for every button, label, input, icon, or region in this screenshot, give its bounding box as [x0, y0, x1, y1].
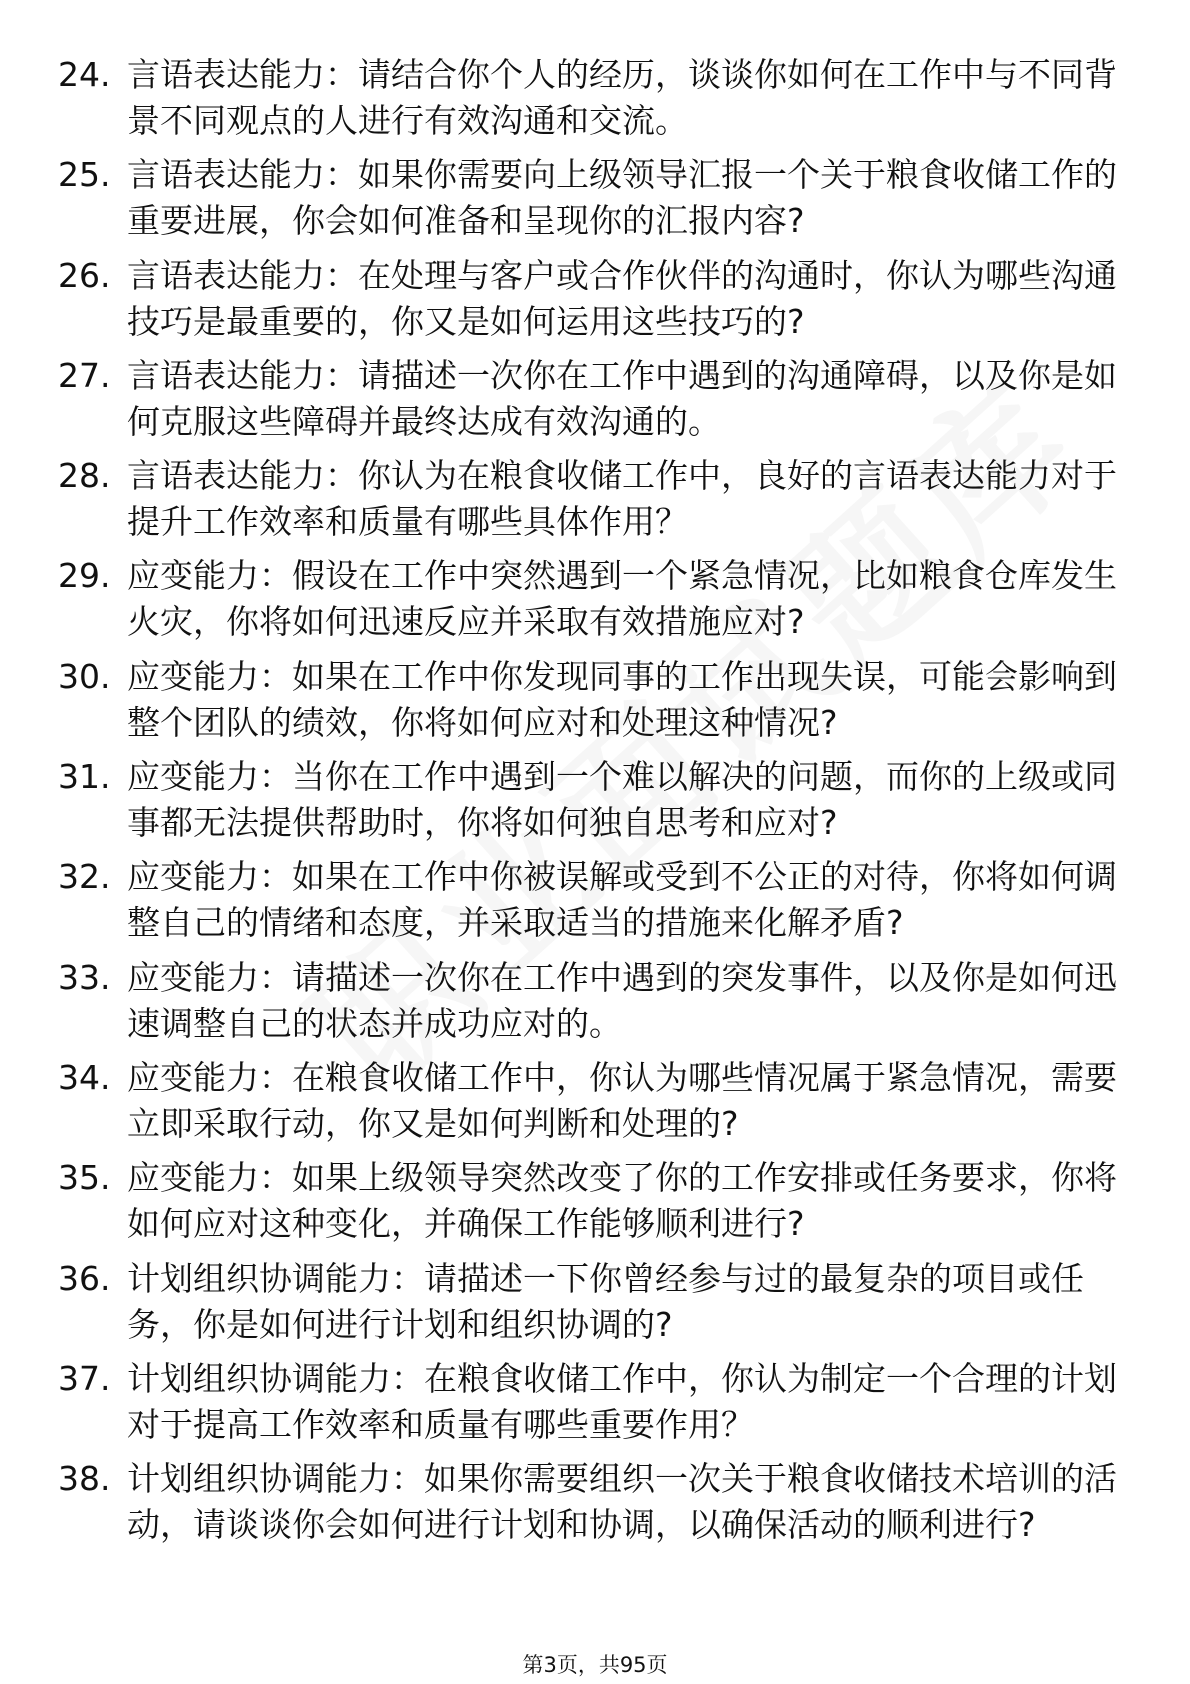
question-number: 29. — [58, 556, 111, 596]
question-item-28 — [58, 453, 1118, 545]
question-text: 应变能力：请描述一次你在工作中遇到的突发事件，以及你是如何迅速调整自己的状态并成功应对的。 — [127, 957, 1117, 1043]
question-number: 28. — [58, 456, 111, 496]
question-item-31 — [58, 754, 1118, 846]
question-number: 25. — [58, 155, 111, 195]
question-item-26 — [58, 253, 1118, 345]
question-item-37 — [58, 1356, 1118, 1448]
question-text: 言语表达能力：你认为在粮食收储工作中，良好的言语表达能力对于提升工作效率和质量有哪些具体作用？ — [127, 456, 1117, 542]
question-text: 应变能力：如果在工作中你发现同事的工作出现失误，可能会影响到整个团队的绩效，你将如何应对和处理这种情况? — [127, 656, 1117, 742]
question-item-29 — [58, 553, 1118, 645]
question-number: 35. — [58, 1158, 111, 1198]
question-text: 应变能力：在粮食收储工作中，你认为哪些情况属于紧急情况，需要立即采取行动，你又是如何判断和处理的? — [127, 1057, 1117, 1143]
question-item-32 — [58, 854, 1118, 946]
question-item-36 — [58, 1256, 1118, 1348]
question-number: 26. — [58, 255, 111, 295]
question-number: 30. — [58, 656, 111, 696]
question-text: 计划组织协调能力：在粮食收储工作中，你认为制定一个合理的计划对于提高工作效率和质量有哪些重要作用？ — [127, 1358, 1117, 1444]
question-text: 应变能力：如果上级领导突然改变了你的工作安排或任务要求，你将如何应对这种变化，并确保工作能够顺利进行? — [127, 1158, 1117, 1244]
question-number: 37. — [58, 1358, 111, 1398]
question-item-34 — [58, 1055, 1118, 1147]
page-footer — [0, 1652, 1190, 1678]
question-number: 36. — [58, 1258, 111, 1298]
question-number: 33. — [58, 957, 111, 997]
question-number: 24. — [58, 55, 111, 94]
question-item-24 — [58, 52, 1118, 144]
question-number: 32. — [58, 857, 111, 897]
question-text: 应变能力：当你在工作中遇到一个难以解决的问题，而你的上级或同事都无法提供帮助时，你将如何独自思考和应对? — [127, 757, 1117, 843]
page-number-indicator: 第3页，共95页 — [522, 1653, 668, 1677]
question-number: 34. — [58, 1057, 111, 1097]
question-item-30 — [58, 654, 1118, 746]
question-number: 38. — [58, 1459, 111, 1499]
question-item-35 — [58, 1155, 1118, 1247]
question-text: 言语表达能力：请结合你个人的经历，谈谈你如何在工作中与不同背景不同观点的人进行有效沟通和交流。 — [127, 55, 1117, 140]
question-list — [58, 52, 1118, 1556]
question-item-27 — [58, 353, 1118, 445]
question-number: 27. — [58, 355, 111, 395]
question-text: 计划组织协调能力：请描述一下你曾经参与过的最复杂的项目或任务，你是如何进行计划和组织协调的? — [127, 1258, 1084, 1344]
question-text: 言语表达能力：在处理与客户或合作伙伴的沟通时，你认为哪些沟通技巧是最重要的，你又是如何运用这些技巧的? — [127, 255, 1117, 341]
question-text: 应变能力：假设在工作中突然遇到一个紧急情况，比如粮食仓库发生火灾，你将如何迅速反应并采取有效措施应对? — [127, 556, 1117, 642]
question-text: 言语表达能力：如果你需要向上级领导汇报一个关于粮食收储工作的重要进展，你会如何准备和呈现你的汇报内容? — [127, 155, 1117, 241]
question-item-25 — [58, 152, 1118, 244]
question-item-38 — [58, 1456, 1118, 1548]
question-text: 计划组织协调能力：如果你需要组织一次关于粮食收储技术培训的活动，请谈谈你会如何进行计划和协调，以确保活动的顺利进行? — [127, 1459, 1117, 1545]
question-text: 应变能力：如果在工作中你被误解或受到不公正的对待，你将如何调整自己的情绪和态度，并采取适当的措施来化解矛盾? — [127, 857, 1117, 943]
question-item-33 — [58, 955, 1118, 1047]
question-number: 31. — [58, 757, 111, 797]
question-text: 言语表达能力：请描述一次你在工作中遇到的沟通障碍，以及你是如何克服这些障碍并最终达成有效沟通的。 — [127, 355, 1117, 441]
